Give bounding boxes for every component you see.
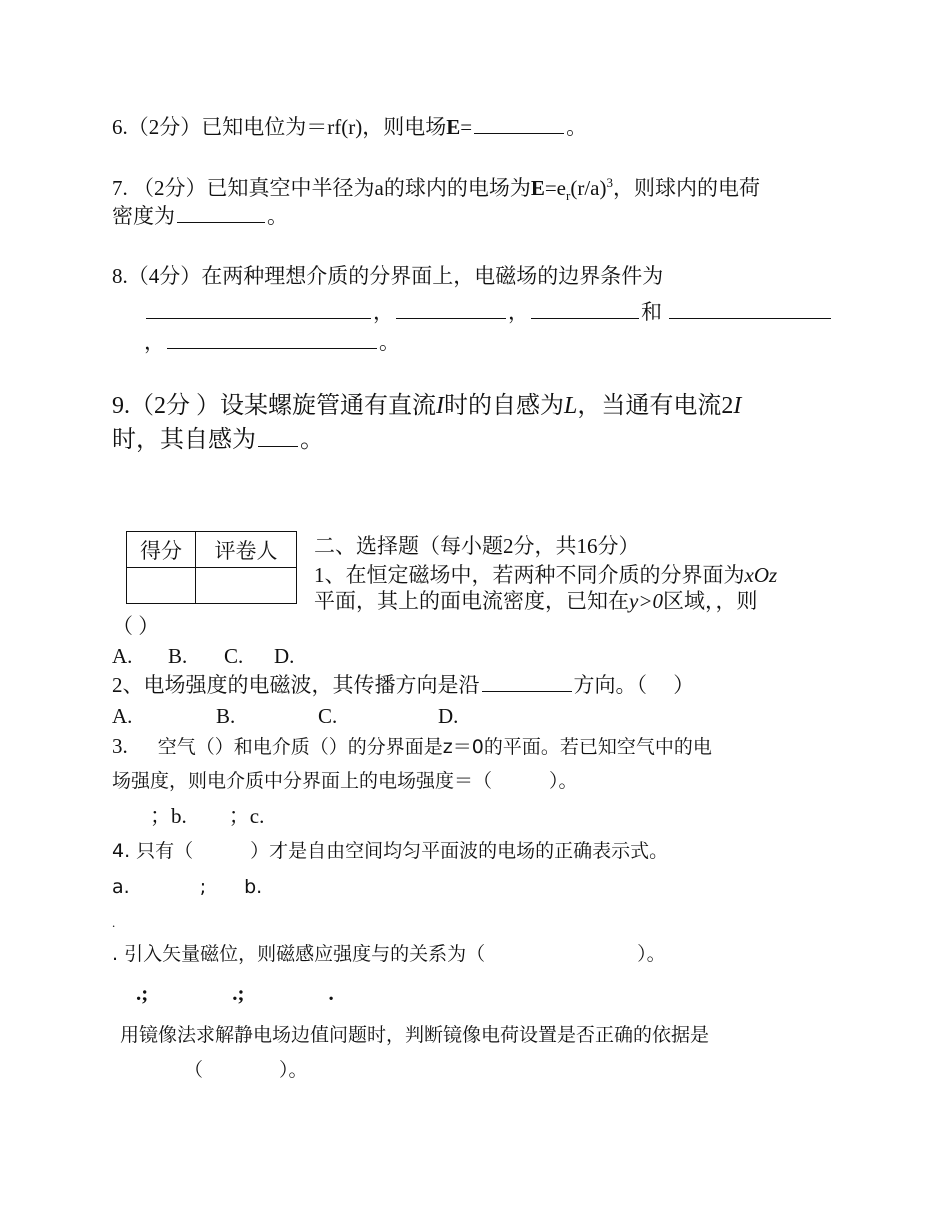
q7-formula-a: =e: [544, 176, 567, 200]
mc3-line1: [112, 733, 712, 760]
score-table: [126, 531, 297, 604]
mc3-number: 3.: [112, 734, 128, 758]
score-header: 得分: [127, 532, 196, 568]
q9-points: （2分 ）: [130, 393, 220, 419]
q9-var-i2: I: [733, 393, 742, 419]
question-8: [112, 263, 663, 289]
mc5-question: . 引入矢量磁位，则磁感应强度与的关系为（ ）。: [112, 943, 666, 965]
q6-end: 。: [566, 115, 588, 139]
section-2-header: 二、选择题（每小题2分，共16分）: [314, 534, 640, 558]
mc4-option-b[interactable]: b.: [244, 876, 263, 898]
q7-answer-blank[interactable]: [177, 202, 265, 223]
score-cell[interactable]: [127, 568, 196, 604]
q7-superscript: 3: [606, 175, 613, 190]
mc1-line2-text: 平面，其上的面电流密度，已知在: [314, 589, 629, 613]
mc1-option-b[interactable]: B.: [168, 644, 188, 668]
q8-blank-2[interactable]: [396, 298, 506, 319]
q9-var-i: I: [436, 393, 444, 419]
mc4-separator: ;: [199, 876, 207, 898]
q8-blank-3[interactable]: [531, 298, 639, 319]
mc1-var2: y>0: [629, 589, 663, 613]
q9-answer-blank[interactable]: [258, 424, 298, 447]
q8-points: （4分）: [127, 264, 202, 288]
mc2-option-c[interactable]: C.: [318, 704, 338, 728]
mc1-line2-tail: 区域，，则: [663, 589, 758, 613]
mc4-option-a[interactable]: a.: [112, 876, 130, 898]
q9-text-b: 时的自感为: [444, 393, 564, 419]
q8-comma-2: ，: [508, 300, 529, 324]
mc1-option-d[interactable]: D.: [274, 644, 295, 668]
mc4-question: 4. 只有（ ）才是自由空间均匀平面波的电场的正确表示式。: [112, 840, 669, 862]
mc2-text: 2、电场强度的电磁波，其传播方向是沿: [112, 673, 480, 697]
q8-blank-1[interactable]: [146, 298, 371, 319]
question-9-line2: [112, 424, 324, 455]
mc4-options: [112, 874, 262, 900]
mc1-line2: [314, 588, 758, 614]
q6-answer-blank[interactable]: [474, 113, 564, 134]
q7-line2-text: 密度为: [112, 204, 175, 228]
q7-text-tail: ，则球内的电荷: [613, 176, 760, 200]
q7-text: 已知真空中半径为a的球内的电场为: [206, 176, 531, 200]
mc1-text: 1、在恒定磁场中，若两种不同介质的分界面为: [314, 563, 745, 587]
q8-blank-5[interactable]: [167, 328, 377, 349]
mc2-option-b[interactable]: B.: [216, 704, 236, 728]
stray-dot: .: [112, 915, 116, 930]
question-6: [112, 113, 587, 140]
q8-end: 。: [379, 330, 400, 354]
q9-var-l: L: [564, 393, 578, 419]
q9-end: 。: [300, 427, 324, 453]
q8-comma-3: ，: [144, 330, 165, 354]
question-8-blanks: [144, 298, 833, 325]
mc2-text-tail: 方向。（ ）: [573, 673, 695, 697]
q7-subscript: r: [566, 188, 571, 204]
mc3-options[interactable]: ；b. ；c.: [150, 804, 265, 828]
mc3-text: 空气（）和电介质（）的分界面是z＝0的平面。若已知空气中的电: [157, 736, 712, 758]
q6-text: 已知电位为＝rf(r)，则电场: [201, 115, 447, 139]
mc6-question: 用镜像法求解静电场边值问题时，判断镜像电荷设置是否正确的依据是: [120, 1024, 710, 1046]
mc1-var: xOz: [744, 563, 778, 587]
mc1-line1: [314, 562, 777, 588]
q6-number: 6.: [112, 115, 128, 139]
mc2-question: [112, 671, 694, 698]
q9-line2-text: 时，其自感为: [112, 427, 256, 453]
mc6-paren: （ ）。: [184, 1059, 308, 1081]
q7-end: 。: [267, 204, 288, 228]
q8-comma-1: ，: [373, 300, 394, 324]
mc1-option-c[interactable]: C.: [224, 644, 244, 668]
mc1-paren: （ ）: [112, 614, 160, 638]
question-7-line2: [112, 202, 288, 229]
q9-text-c: ，当通有电流2: [577, 393, 734, 419]
q9-number: 9.: [112, 393, 130, 419]
q6-points: （2分）: [127, 115, 202, 139]
mc3-line2: 场强度，则电介质中分界面上的电场强度＝（ ）。: [112, 770, 578, 792]
grader-header: 评卷人: [196, 532, 297, 568]
mc2-option-d[interactable]: D.: [438, 704, 459, 728]
mc2-option-a[interactable]: A.: [112, 704, 133, 728]
mc2-blank[interactable]: [482, 671, 572, 692]
q7-points: （2分）: [133, 176, 207, 200]
q7-number: 7.: [112, 176, 128, 200]
q7-symbol-e: E: [530, 176, 545, 200]
q6-symbol-e: E: [446, 115, 461, 139]
q6-equals: =: [460, 115, 473, 139]
question-8-line3: [144, 328, 400, 355]
q8-and: 和: [641, 300, 662, 324]
q8-blank-4[interactable]: [669, 298, 831, 319]
q7-formula-b: (r/a): [570, 176, 607, 200]
question-9: [112, 391, 741, 421]
q9-text: 设某螺旋管通有直流: [220, 393, 436, 419]
grader-cell[interactable]: [196, 568, 297, 604]
mc1-option-a[interactable]: A.: [112, 644, 133, 668]
q8-number: 8.: [112, 264, 128, 288]
q8-text: 在两种理想介质的分界面上，电磁场的边界条件为: [201, 264, 664, 288]
mc5-options[interactable]: .; .; .: [136, 981, 334, 1005]
